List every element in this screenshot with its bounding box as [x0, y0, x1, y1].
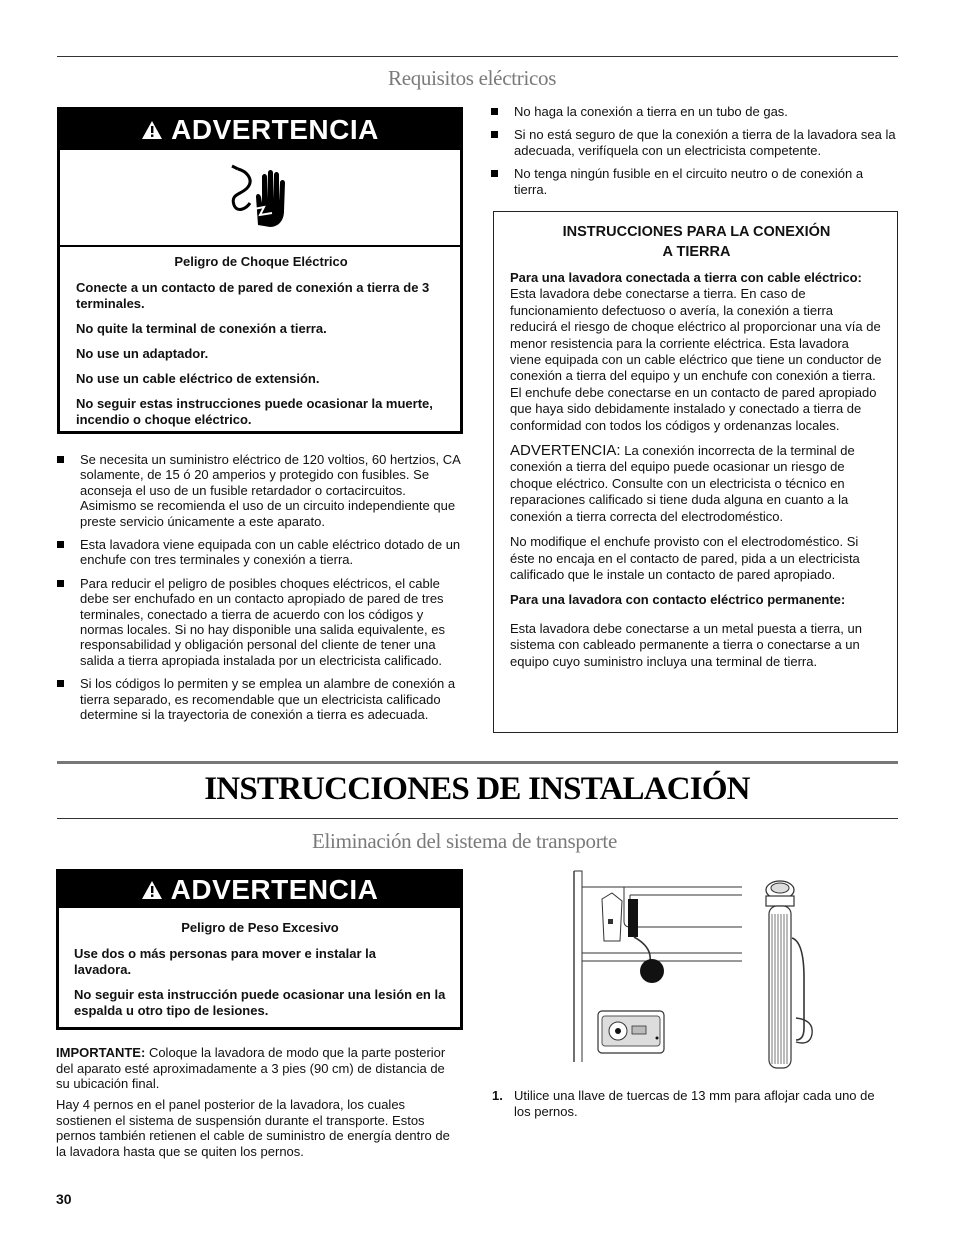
electrical-requirements-list	[57, 452, 462, 731]
title-bottom-rule	[57, 818, 898, 819]
warning-line: No quite la terminal de conexión a tierra.	[76, 321, 327, 336]
warning-line: No use un adaptador.	[76, 346, 209, 361]
top-rule	[57, 56, 898, 57]
bullet-square-icon	[57, 580, 64, 587]
list-item: Esta lavadora viene equipada con un cable eléctrico dotado de un enchufe con tres terminales y conexión a tierra.	[57, 537, 462, 568]
warning-box-electrical	[57, 107, 463, 434]
step-number: 1.	[492, 1088, 503, 1103]
bullet-square-icon	[491, 170, 498, 177]
warning-line: No use un cable eléctrico de extensión.	[76, 371, 320, 386]
warning-line: No seguir estas instrucciones puede ocasionar la muerte, incendio o choque eléctrico.	[76, 396, 433, 427]
grounding-modify-text: No modifique el enchufe provisto con el electrodoméstico. Si éste no encaja en el contacto de pared, pida a un electricista calificado que le instale un contacto de pared apropiado.	[510, 534, 860, 582]
section-heading-transport: Eliminación del sistema de transporte	[312, 829, 617, 853]
list-item: Si no está seguro de que la conexión a tierra de la lavadora sea la adecuada, verifíquela con un electricista competente.	[491, 127, 897, 158]
grounding-corded-heading: Para una lavadora conectada a tierra con cable eléctrico:	[510, 270, 862, 285]
grounding-warning-label: ADVERTENCIA:	[510, 442, 621, 460]
warning-title: ADVERTENCIA	[171, 114, 379, 145]
warning-body	[59, 908, 460, 1019]
grounding-warning-text: La conexión incorrecta de la terminal de conexión a tierra del equipo puede ocasionar un riesgo de choque eléctrico. Consulte con un electricista o técnico en reparaciones calificado si tiene duda alguna en cuanto a la conexión a tierra correcta del electrodoméstico.	[510, 443, 855, 524]
warning-triangle-icon	[141, 880, 163, 900]
warning-title: ADVERTENCIA	[170, 874, 379, 905]
warning-hazard-title: Peligro de Choque Eléctrico	[174, 254, 348, 269]
important-paragraph	[56, 1045, 461, 1092]
list-item: Si los códigos lo permiten y se emplea un alambre de conexión a tierra separado, es recomendable que un electricista calificado determine si la trayectoria de conexión a tierra es adecuada.	[57, 676, 462, 722]
warning-banner	[59, 872, 460, 908]
bullet-square-icon	[57, 541, 64, 548]
grounding-title: INSTRUCCIONES PARA LA CONEXIÓN A TIERRA	[562, 224, 831, 260]
bullet-square-icon	[57, 456, 64, 463]
bolts-paragraph: Hay 4 pernos en el panel posterior de la lavadora, los cuales sostienen el sistema de suspensión durante el transporte. Estos pernos también retienen el cable de suministro de energía dentro de la lavadora hasta que se quiten los pernos.	[56, 1097, 450, 1159]
warning-line: Conecte a un contacto de pared de conexión a tierra de 3 terminales.	[76, 280, 430, 311]
warning-box-weight	[56, 869, 463, 1030]
warning-triangle-icon	[141, 120, 163, 140]
grounding-corded-text: Esta lavadora debe conectarse a tierra. En caso de funcionamiento defectuoso o avería, la conexión a tierra reducirá el riesgo de choque eléctrico al proporcionar una vía de menor resistencia para la corriente eléctrica. Esta lavadora viene equipada con un cable eléctrico que tiene un conductor de conexión a tierra del equipo y un enchufe con conexión a tierra. El enchufe debe conectarse en un contacto de pared apropiado que haya sido debidamente instalado y conectado a tierra de conformidad con todos los códigos y ordenanzas locales.	[510, 286, 882, 433]
list-item: No tenga ningún fusible en el circuito neutro o de conexión a tierra.	[491, 166, 897, 197]
step-text: Utilice una llave de tuercas de 13 mm para aflojar cada uno de los pernos.	[514, 1088, 875, 1119]
shipping-bolt-illustration	[756, 878, 826, 1075]
grounding-permanent-text: Esta lavadora debe conectarse a un metal puesta a tierra, un sistema con cableado permanente a tierra o conectarse a un equipo cuyo suministro incluya una terminal de tierra.	[510, 620, 862, 669]
bullet-square-icon	[491, 108, 498, 115]
step-1	[492, 1088, 892, 1119]
page-title: INSTRUCCIONES DE INSTALACIÓN	[204, 771, 750, 807]
grounding-instructions-box	[493, 211, 898, 733]
electric-shock-hand-icon	[224, 163, 296, 233]
title-top-rule	[57, 761, 898, 764]
washer-rear-panel-illustration	[566, 867, 742, 1062]
warning-line: Use dos o más personas para mover e instalar la lavadora.	[74, 946, 377, 977]
grounding-corded-section	[510, 270, 883, 434]
warning-banner	[60, 110, 460, 150]
grounding-permanent-heading: Para una lavadora con contacto eléctrico permanente:	[510, 592, 846, 608]
important-text: Coloque la lavadora de modo que la parte posterior del aparato esté aproximadamente a 3 pies (90 cm) de distancia de su ubicación final.	[56, 1045, 446, 1091]
list-item: Se necesita un suministro eléctrico de 120 voltios, 60 hertzios, CA solamente, de 15 ó 20 amperios y protegido con fusibles. Se aconseja el uso de un fusible retardador o cortacircuitos. Asimismo se recomienda el uso de un circuito independiente que preste servicio únicamente a este aparato.	[57, 452, 462, 529]
warning-line: No seguir esta instrucción puede ocasionar una lesión en la espalda u otro tipo de lesiones.	[74, 987, 446, 1018]
list-item: No haga la conexión a tierra en un tubo de gas.	[491, 104, 897, 119]
section-heading-electrical: Requisitos eléctricos	[388, 66, 557, 90]
list-item: Para reducir el peligro de posibles choques eléctricos, el cable debe ser enchufado en un contacto apropiado de pared de tres terminales, conectado a tierra de acuerdo con los códigos y normas locales. Si no hay disponible una salida equivalente, es responsabilidad y obligación personal del cliente de tener una salida a tierra apropiada instalada por un electricista calificado.	[57, 576, 462, 668]
grounding-precautions-list	[491, 104, 897, 205]
grounding-warning	[510, 443, 883, 525]
warning-hazard-title: Peligro de Peso Excesivo	[181, 920, 339, 935]
important-label: IMPORTANTE:	[56, 1045, 146, 1060]
bullet-square-icon	[491, 131, 498, 138]
hazard-icon-panel	[60, 150, 460, 247]
warning-body	[60, 247, 460, 428]
bullet-square-icon	[57, 680, 64, 687]
page-number: 30	[56, 1191, 72, 1207]
